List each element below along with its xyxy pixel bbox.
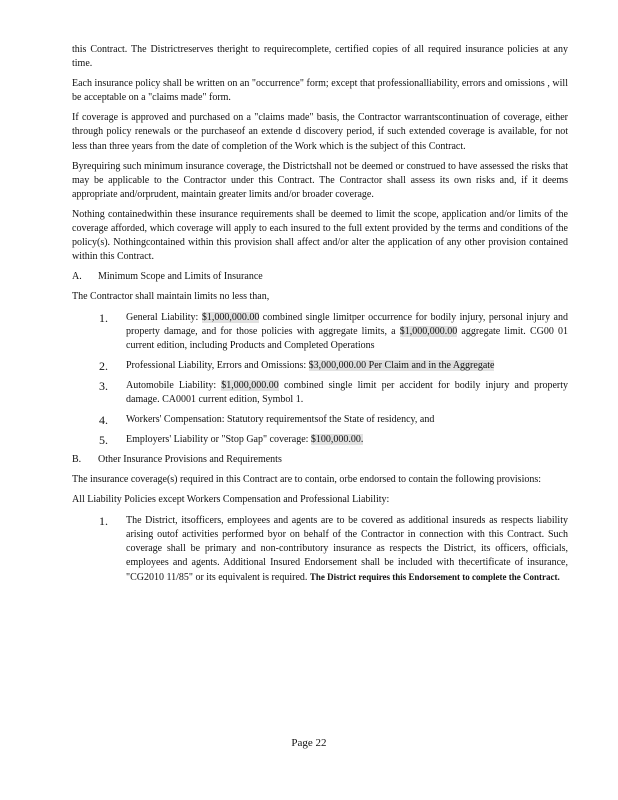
highlighted-amount: $3,000,000.00 Per Claim and in the Aggregate (308, 359, 495, 371)
item-text (126, 514, 568, 585)
item-text-part: Professional Liability, Errors and Omissions: (126, 359, 309, 371)
item-text-part: The District, itsofficers, employees and agents are to be covered as additional insureds as respects liability arising outof activities performed byor on behalf of the Contractor in connection with this Contract. Such coverage shall be primary and non-contributory insurance as respects the District, its officers, officials, employees and agents. Additional Insured Endorsement shall be included with thecertificate of insurance, "CG2010 11/85" or its equivalent is required. (126, 514, 568, 583)
list-item (99, 379, 568, 407)
section-a-heading (72, 270, 568, 284)
section-subhead: All Liability Policies except Workers Compensation and Professional Liability: (72, 494, 390, 506)
section-title: Other Insurance Provisions and Requirements (98, 454, 282, 466)
item-number: 1. (99, 513, 108, 528)
paragraph: Nothing containedwithin these insurance requirements shall be deemed to limit the scope, application and/or limits of the coverage afforded, which coverage will apply to each insured to the full extent provided by the terms and conditions of the policy(s). Nothingcontained within this provision shall affect and/or alter the application of any other provision contained within this Contract. (72, 208, 568, 263)
item-text (126, 413, 568, 427)
highlighted-amount: $1,000,000.00 (399, 325, 458, 337)
item-number: 4. (99, 413, 108, 428)
paragraph: Each insurance policy shall be written on an "occurrence" form; except that professionalliability, errors and omissions , will be acceptable on a "claims made" form. (72, 78, 568, 104)
list-item (99, 413, 568, 427)
list-item (99, 433, 568, 447)
item-text-part: combined single limitper occurrence for bodily injury, personal injury and property damage, and for those policies with aggregate limits, a (126, 311, 568, 337)
item-text (126, 379, 568, 407)
page-number: Page 22 (291, 737, 327, 749)
item-text-part: Employers' Liability or "Stop Gap" coverage: (126, 434, 311, 446)
section-intro: The Contractor shall maintain limits no less than, (72, 291, 270, 303)
highlighted-amount: $1,000,000.00 (201, 311, 260, 323)
list-item (99, 514, 568, 585)
section-marker: A. (72, 271, 82, 283)
item-text-part: Automobile Liability: (126, 379, 222, 391)
section-marker: B. (72, 454, 82, 466)
page-content (72, 43, 568, 591)
list-item (99, 311, 568, 353)
provisions-list (99, 514, 568, 585)
item-text-part: combined single limit per accident for bodily injury and property damage. CA0001 current edition, Symbol 1. (126, 379, 568, 405)
paragraph: Byrequiring such minimum insurance coverage, the Districtshall not be deemed or construed to have assessed the risks that may be applicable to the Contractor under this Contract. The Contractor shall assess its own risks and, if it deems appropriate and/orprudent, maintain greater limits and/or broader coverage. (72, 160, 568, 200)
item-number: 1. (99, 310, 108, 325)
section-b-heading (72, 453, 568, 467)
item-text-part: aggregate limit. CG00 01 current edition, including Products and Completed Operations (126, 325, 568, 351)
item-text-part: Workers' Compensation: Statutory requirementsof the State of residency, and (126, 414, 435, 426)
limits-list (99, 311, 568, 448)
bold-requirement: The District requires this Endorsement to complete the Contract. (309, 571, 560, 582)
item-text (126, 359, 568, 373)
list-item (99, 359, 568, 373)
item-text-part: General Liability: (126, 311, 202, 323)
paragraph: If coverage is approved and purchased on a "claims made" basis, the Contractor warrantscontinuation of coverage, either through policy renewals or the purchaseof an extende d discovery period, if such extended coverage is available, for not less than three years from the date of completion of the Work which is the subject of this Contract. (72, 112, 568, 152)
item-number: 2. (99, 358, 108, 373)
item-number: 5. (99, 433, 108, 448)
highlighted-amount: $1,000,000.00 (221, 379, 279, 391)
section-title: Minimum Scope and Limits of Insurance (98, 271, 263, 283)
section-intro: The insurance coverage(s) required in this Contract are to contain, orbe endorsed to contain the following provisions: (72, 474, 542, 486)
paragraph: this Contract. The Districtreserves theright to requirecomplete, certified copies of all required insurance policies at any time. (72, 44, 568, 70)
item-text (126, 311, 568, 353)
item-text (126, 433, 568, 447)
item-number: 3. (99, 378, 108, 393)
highlighted-amount: $100,000.00. (310, 434, 364, 446)
